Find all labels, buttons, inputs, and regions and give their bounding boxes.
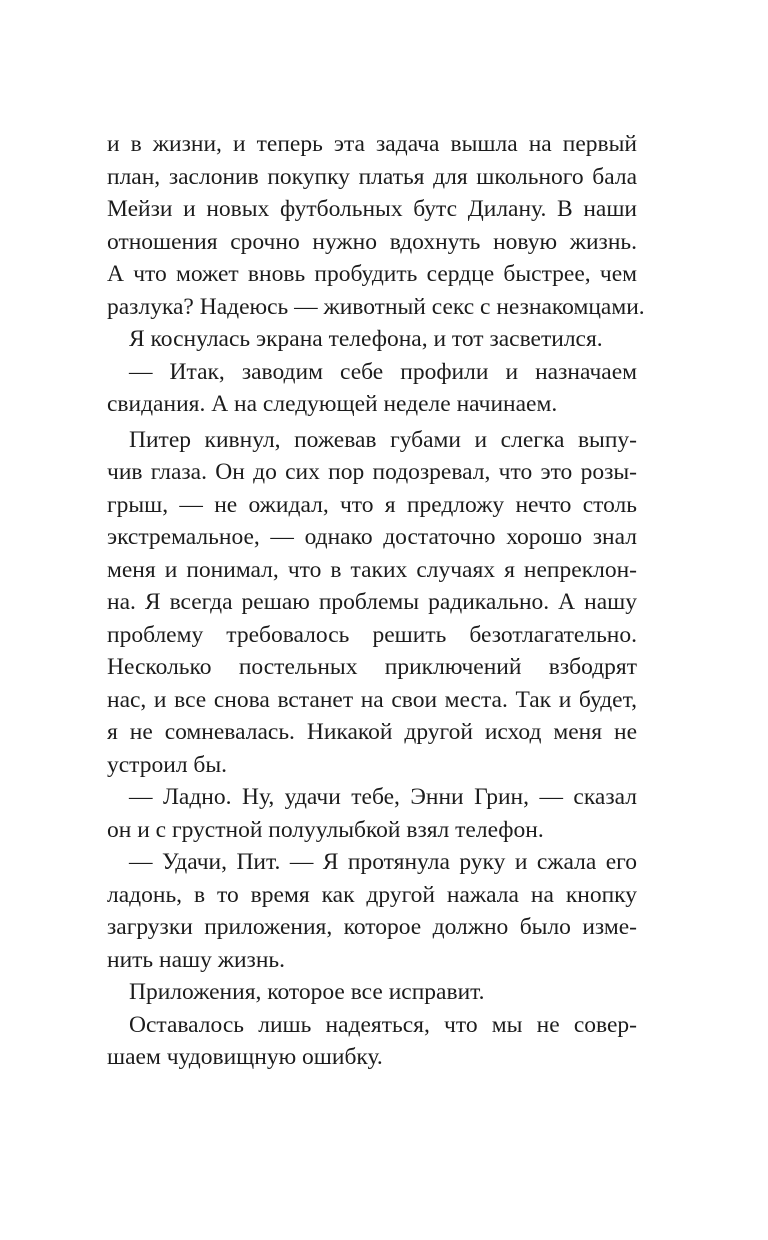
paragraph [107,846,637,976]
paragraph [107,1009,637,1074]
text-line: — Удачи, Пит. — Я протянула руку и сжала его [129,849,637,875]
text-line: он и с грустной полуулыбкой взял телефон. [107,816,544,843]
text-line: Я коснулась экрана телефона, и тот засветился. [129,326,603,352]
text-line: загрузки приложения, которое должно было изме- [107,914,637,940]
text-line: проблему требовалось решить безотлагательно. [107,621,637,648]
text-line: — Ладно. Ну, удачи тебе, Энни Грин, — сказал [129,784,637,810]
text-line: свидания. А на следующей неделе начинаем. [107,391,558,417]
paragraph [107,424,637,782]
paragraph [107,781,637,846]
text-line: — Итак, заводим себе профили и назначаем [129,358,637,385]
paragraph [107,323,637,356]
text-line: Питер кивнул, пожевав губами и слегка выпу- [129,426,637,453]
text-line: экстремальное, — однако достаточно хорошо знал [107,524,637,550]
text-line: Мейзи и новых футбольных бутс Дилану. В наши [107,196,637,222]
paragraph [107,356,637,421]
text-line: ладонь, в то время как другой нажала на кнопку [107,881,637,908]
text-line: отношения срочно нужно вдохнуть новую жизнь. [107,228,637,255]
text-line: Несколько постельных приключений взбодрят [107,654,637,680]
text-line: чив глаза. Он до сих пор подозревал, что это розы- [107,459,637,485]
text-line: и в жизни, и теперь эта задача вышла на первый [107,131,637,157]
text-line: на. Я всегда решаю проблемы радикально. А нашу [107,589,637,615]
text-line: я не сомневалась. Никакой другой исход меня не [107,719,637,745]
text-line: Приложения, которое все исправит. [129,979,485,1005]
text-line: устроил бы. [107,751,228,778]
text-line: меня и понимал, что в таких случаях я непреклон- [107,556,637,583]
paragraph [107,128,645,323]
paragraph [107,976,637,1009]
text-line: шаем чудовищную ошибку. [107,1044,383,1070]
text-line: Оставалось лишь надеяться, что мы не совер- [129,1011,637,1038]
text-line: нас, и все снова встанет на свои места. Так и будет, [107,686,637,713]
text-line: нить нашу жизнь. [107,946,286,973]
text-line: грыш, — не ожидал, что я предложу нечто столь [107,491,637,518]
text-line: А что может вновь пробудить сердце быстрее, чем [107,261,637,287]
book-page [107,128,645,1074]
text-line: план, заслонив покупку платья для школьного бала [107,163,637,190]
text-line: разлука? Надеюсь — животный секс с незнакомцами. [107,293,645,320]
